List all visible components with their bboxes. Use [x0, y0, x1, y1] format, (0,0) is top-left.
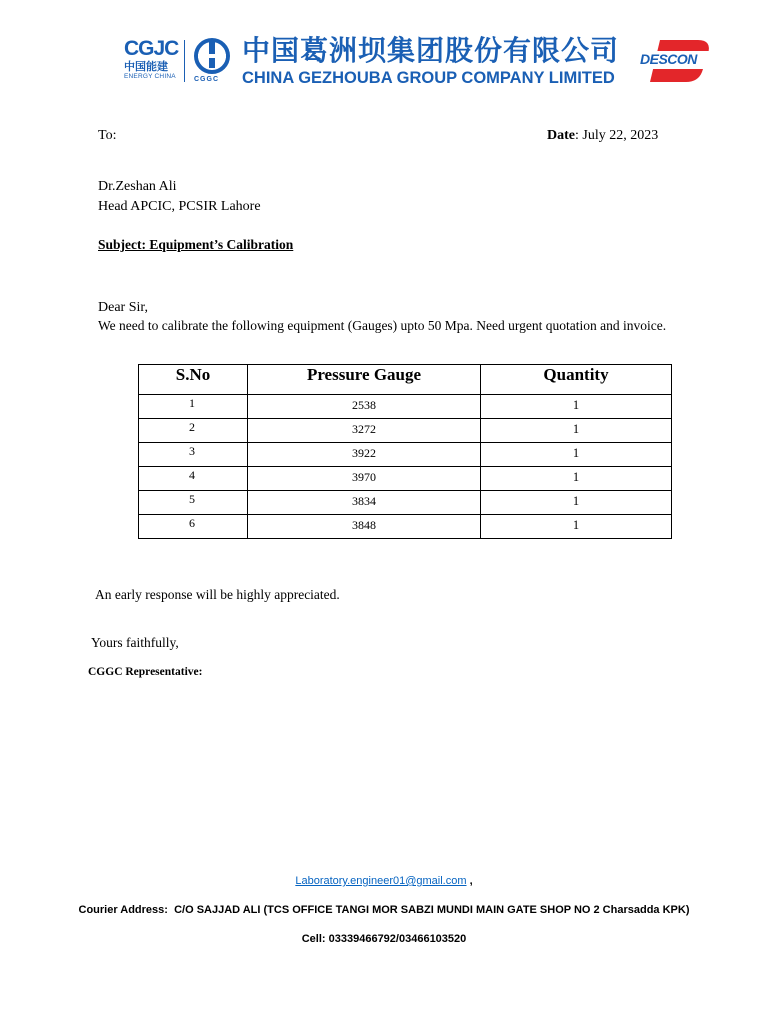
cell-quantity: 1: [481, 443, 672, 467]
courier-value: C/O SAJJAD ALI (TCS OFFICE TANGI MOR SABZI MUNDI MAIN GATE SHOP NO 2 Charsadda KPK): [174, 904, 690, 916]
cell-quantity: 1: [481, 395, 672, 419]
table-row: [139, 467, 672, 491]
energy-china-logo: [124, 38, 180, 81]
company-name-english: CHINA GEZHOUBA GROUP COMPANY LIMITED: [242, 69, 615, 87]
to-label: To:: [98, 128, 117, 143]
cell-sno: 4: [139, 467, 248, 491]
cell-sno: 3: [139, 443, 248, 467]
table-row: [139, 395, 672, 419]
energy-china-cn-text: 中国能建: [124, 60, 168, 73]
cell-sno: 5: [139, 491, 248, 515]
cell-quantity: 1: [481, 467, 672, 491]
table-row: [139, 515, 672, 539]
table-header-row: [139, 365, 672, 395]
energy-china-en-text: ENERGY CHINA: [124, 73, 176, 80]
cell-number: [0, 933, 768, 945]
recipient-title: Head APCIC, PCSIR Lahore: [98, 199, 261, 214]
salutation: Dear Sir,: [98, 300, 148, 315]
letter-body: We need to calibrate the following equipment (Gauges) upto 50 Mpa. Need urgent quotation and invoice.: [98, 318, 667, 333]
cell-pressure-gauge: 3272: [248, 419, 481, 443]
cell-pressure-gauge: 3970: [248, 467, 481, 491]
energy-china-mark: CGJC: [124, 37, 179, 60]
header-pressure-gauge: Pressure Gauge: [248, 365, 481, 395]
cell-sno: 6: [139, 515, 248, 539]
cell-pressure-gauge: 3834: [248, 491, 481, 515]
cell-value: 03339466792/03466103520: [328, 933, 467, 945]
date-value: : July 22, 2023: [575, 128, 659, 143]
cell-sno: 2: [139, 419, 248, 443]
cell-pressure-gauge: 3922: [248, 443, 481, 467]
recipient-name: Dr.Zeshan Ali: [98, 179, 177, 194]
cell-quantity: 1: [481, 491, 672, 515]
footer-email-line: [0, 875, 768, 887]
cell-sno: 1: [139, 395, 248, 419]
cell-quantity: 1: [481, 419, 672, 443]
table-row: [139, 419, 672, 443]
cggc-emblem-text: CGGC: [194, 76, 219, 83]
header-quantity: Quantity: [481, 365, 672, 395]
email-link[interactable]: Laboratory.engineer01@gmail.com: [295, 875, 467, 887]
cell-pressure-gauge: 2538: [248, 395, 481, 419]
email-suffix: ,: [466, 875, 473, 887]
logo-divider: [184, 40, 185, 82]
cell-label: Cell:: [301, 933, 326, 945]
table-row: [139, 443, 672, 467]
letter-date: [547, 127, 658, 145]
letter-subject: Subject: Equipment’s Calibration: [98, 237, 294, 252]
equipment-table: [138, 364, 672, 539]
cell-quantity: 1: [481, 515, 672, 539]
table-row: [139, 491, 672, 515]
header-sno: S.No: [139, 365, 248, 395]
courier-label: Courier Address:: [78, 904, 168, 916]
sign-off: Yours faithfully,: [91, 635, 179, 650]
descon-logo-text: DESCON: [640, 51, 697, 67]
courier-address: [0, 904, 768, 916]
date-label: Date: [547, 128, 575, 143]
signatory: CGGC Representative:: [88, 666, 203, 678]
company-name-chinese: 中国葛洲坝集团股份有限公司: [242, 34, 620, 67]
closing-note: An early response will be highly appreciated.: [95, 587, 340, 602]
cell-pressure-gauge: 3848: [248, 515, 481, 539]
